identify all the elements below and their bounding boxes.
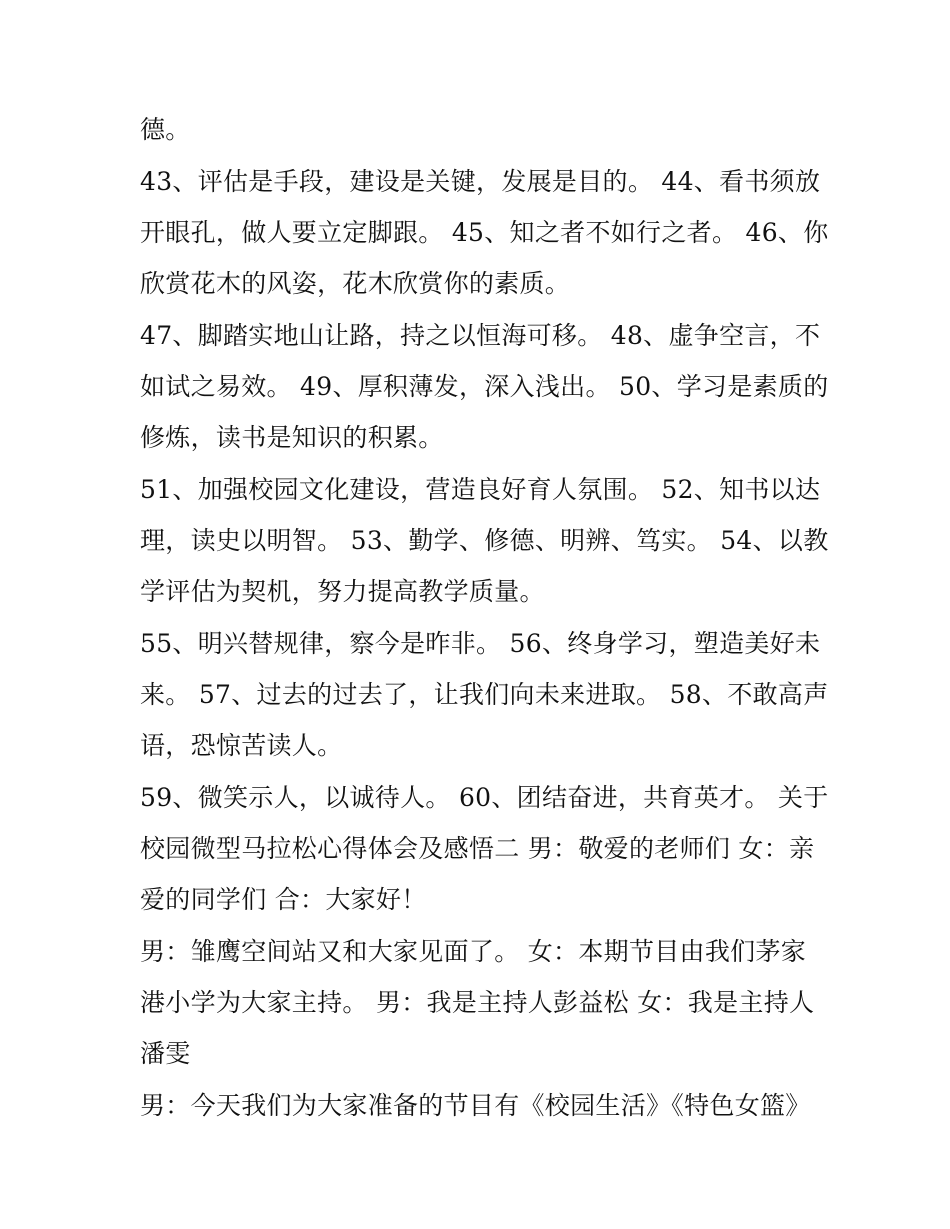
- paragraph-1: [140, 104, 810, 155]
- text-line: 51、加强校园文化建设，营造良好育人氛围。 52、知书以达: [140, 475, 821, 504]
- text-line: 爱的同学们 合：大家好！: [140, 885, 427, 914]
- text-line: 修炼，读书是知识的积累。: [140, 423, 444, 452]
- text-line: 男：雏鹰空间站又和大家见面了。 女：本期节目由我们茅家: [140, 937, 807, 966]
- paragraph-3: [140, 310, 829, 463]
- text-line: 港小学为大家主持。 男：我是主持人彭益松 女：我是主持人: [140, 988, 815, 1017]
- text-line: 47、脚踏实地山让路，持之以恒海可移。 48、虚争空言，不: [140, 321, 821, 350]
- text-line: 德。: [140, 115, 191, 144]
- document-body: [140, 104, 829, 1132]
- text-line: 男：今天我们为大家准备的节目有《校园生活》《特色女篮》: [140, 1091, 811, 1120]
- paragraph-4: [140, 464, 829, 617]
- paragraph-8: [140, 1080, 810, 1131]
- text-line: 如试之易效。 49、厚积薄发，深入浅出。 50、学习是素质的: [140, 372, 829, 401]
- paragraph-7: [140, 926, 815, 1079]
- text-line: 校园微型马拉松心得体会及感悟二 男：敬爱的老师们 女：亲: [140, 834, 815, 863]
- paragraph-2: [140, 156, 829, 309]
- text-line: 学评估为契机，努力提高教学质量。: [140, 577, 545, 606]
- text-line: 来。 57、过去的过去了，让我们向未来进取。 58、不敢高声: [140, 680, 829, 709]
- text-line: 43、评估是手段，建设是关键，发展是目的。 44、看书须放: [140, 167, 821, 196]
- paragraph-6: [140, 772, 829, 925]
- text-line: 欣赏花木的风姿，花木欣赏你的素质。: [140, 269, 571, 298]
- text-line: 理，读史以明智。 53、勤学、修德、明辨、笃实。 54、以教: [140, 526, 829, 555]
- text-line: 开眼孔，做人要立定脚跟。 45、知之者不如行之者。 46、你: [140, 218, 829, 247]
- text-line: 59、微笑示人，以诚待人。 60、团结奋进，共育英才。 关于: [140, 783, 829, 812]
- text-line: 潘雯: [140, 1039, 191, 1068]
- text-line: 语，恐惊苦读人。: [140, 731, 343, 760]
- paragraph-5: [140, 618, 829, 771]
- text-line: 55、明兴替规律，察今是昨非。 56、终身学习，塑造美好未: [140, 629, 821, 658]
